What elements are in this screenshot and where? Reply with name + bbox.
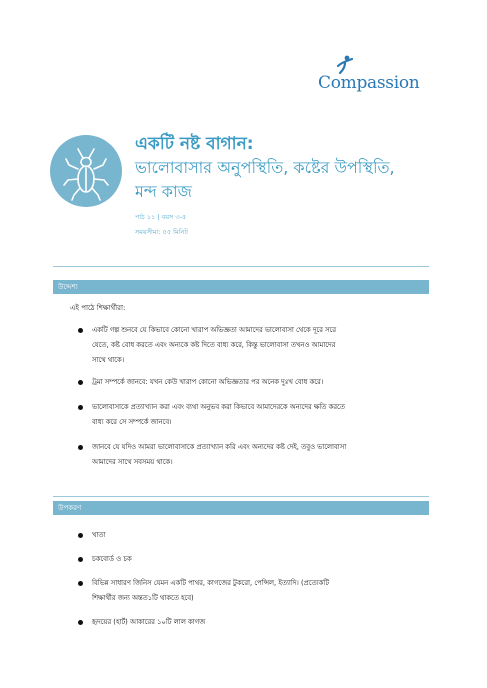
lesson-subtitle-line1: ভালোবাসার অনুপস্থিতি, কষ্টের উপস্থিতি, <box>135 158 395 177</box>
lesson-subtitle-line2: মন্দ কাজ <box>135 182 192 201</box>
list-item: চকবোর্ড ও চক <box>78 552 428 567</box>
objective-intro: এই পাঠে শিক্ষার্থীরা: <box>70 304 126 312</box>
lesson-badge <box>50 135 122 207</box>
lesson-title: একটি নষ্ট বাগান: <box>135 134 254 154</box>
lesson-meta: পাঠ ১১ | বয়স ৩-৫ <box>135 213 187 221</box>
list-item: জানবে যে যদিও আমরা ভালোবাসাকে প্রত্যাখ্যান করি এবং অন্যদের কষ্ট দেই, তবুও ভালোবাসা আমাদের সাথে সবসময় থাকে। <box>78 440 428 470</box>
bug-icon <box>50 135 122 207</box>
person-figure-icon <box>335 55 355 75</box>
divider <box>53 266 429 267</box>
list-item: খাতা <box>78 528 428 543</box>
objective-heading: উদ্দেশ্য <box>53 280 429 294</box>
list-item: একটি গল্প শুনবে যে কিভাবে কোনো খারাপ অভিজ্ঞতা আমাদের ভালোবাসা থেকে দূরে সরে যেতে, কষ্ট বোধ করতে এবং অন্যকে কষ্ট দিতে বাধ্য করে, কিন্তু ভালোবাসা তখনও আমাদের সাথে থাকে। <box>78 323 428 368</box>
materials-heading: উপকরণ <box>53 501 429 515</box>
compassion-logo <box>318 55 430 97</box>
list-item: বিভিন্ন সাধারণ জিনিস যেমন একটি পাথর, কাগজের টুকরো, পেন্সিল, ইত্যাদি। (প্রত্যেকটি শিক্ষার্থীর জন্য অন্তত১টি থাকতে হবে) <box>78 576 428 606</box>
lesson-duration: সময়সীমা: ৫৫ মিনিট <box>135 228 188 236</box>
logo-wordmark: Compassion <box>318 73 420 93</box>
materials-list <box>78 528 428 630</box>
divider <box>53 496 429 497</box>
list-item: হৃদয়ের (হার্ট) আকারের ১০টি লাল কাগজ <box>78 615 428 630</box>
objective-list <box>78 323 428 470</box>
list-item: ট্রমা সম্পর্কে জানবে: যখন কেউ খারাপ কোনো অভিজ্ঞতার পর অনেক দুঃখ বোধ করে। <box>78 375 428 390</box>
title-block <box>135 134 455 203</box>
list-item: ভালোবাসাকে প্রত্যাখ্যান করা এবং ব্যথা অনুভব করা কিভাবে আমাদেরকে অন্যদের ক্ষতি করতে বাধ্য করে সে সম্পর্কে জানবে। <box>78 400 428 430</box>
